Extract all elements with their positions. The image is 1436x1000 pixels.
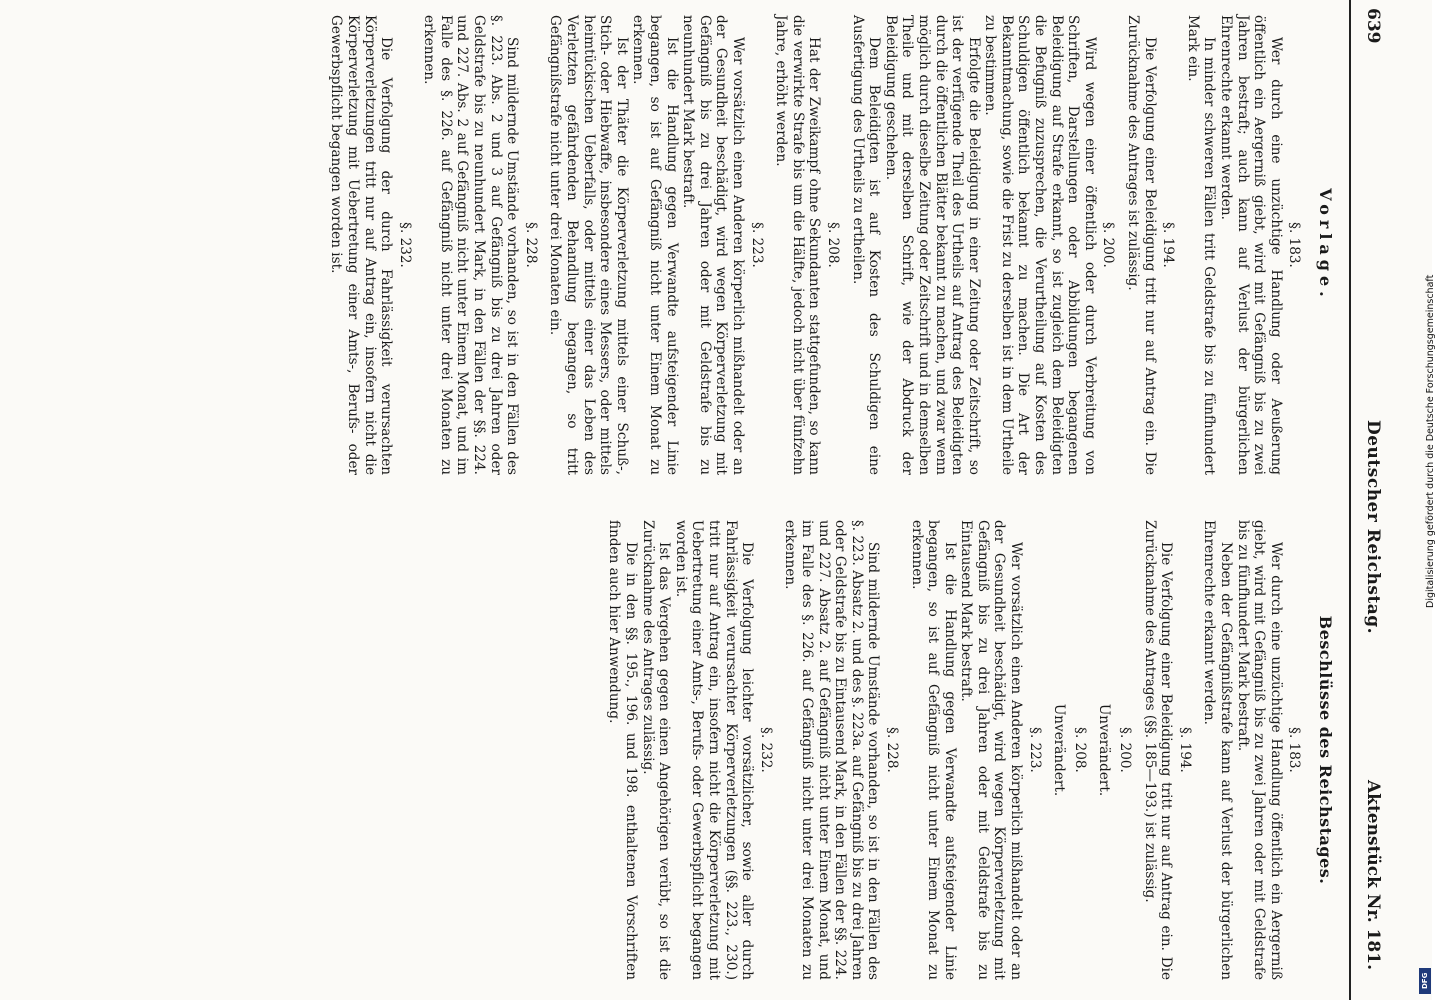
section-number: §. 183.	[1286, 727, 1303, 773]
paragraph: Wer vorsätzlich einen Anderen körperlich mißhandelt oder an der Gesundheit beschädigt, wird wegen Körperverletzung mit Gefängniß bis zu drei Jahren oder mit Geldstrafe bis zu Eintausend Mark bestraft.	[958, 520, 1025, 980]
section-number: §. 194.	[1176, 727, 1193, 773]
page-number: 639	[1363, 8, 1383, 44]
paragraph: Sind mildernde Umstände vorhanden, so ist in den Fällen des §. 223. Abs. 2 und 3 auf Gefängniß bis zu drei Jahren oder Geldstrafe bis zu neunhundert Mark, in den Fällen der §§. 224. und 227. Abs. 2 auf Gefängniß nicht unter Einem Monat, und im Falle des §. 226. auf Gefängniß nicht unter drei Monaten zu erkennen.	[421, 15, 521, 475]
unchanged-note: Unverändert.	[1096, 703, 1113, 797]
paragraph: Sind mildernde Umstände vorhanden, so ist in den Fällen des §. 223. Absatz 2. und des §. 223a. auf Gefängniß bis zu drei Jahren oder Geldstrafe bis zu Eintausend Mark, in den Fällen der §§. 224. und 227. Absatz 2. auf Gefängniß nicht unter Einem Monat, und im Falle des §. 226. auf Gefängniß nicht unter drei Monaten zu erkennen.	[782, 520, 882, 980]
column-heading-vorlage: Vorlage.	[1316, 188, 1335, 302]
section-number: §. 232.	[396, 222, 413, 268]
publication-title: Deutscher Reichstag.	[1363, 420, 1383, 635]
unchanged-note: Unverändert.	[1051, 703, 1068, 797]
paragraph: Dem Beleidigten ist auf Kosten des Schuldigen eine Ausfertigung des Urtheils zu ertheilen.	[849, 15, 883, 475]
paragraph: Die Verfolgung einer Beleidigung tritt nur auf Antrag ein. Die Zurücknahme des Antrages (§§. 185—193.) ist zulässig.	[1141, 520, 1175, 980]
paragraph: Ist das Vergehen gegen einen Angehörigen verübt, so ist die Zurücknahme des Antrages zulässig.	[639, 520, 673, 980]
section-number: §. 200.	[1117, 727, 1134, 773]
paragraph: Hat der Zweikampf ohne Sekundanten stattgefunden, so kann die verwirkte Strafe bis um die Hälfte, jedoch nicht über fünfzehn Jahre, erhöht werden.	[773, 15, 823, 475]
section-number: §. 200.	[1100, 222, 1117, 268]
rotated-document-page	[46, 0, 1391, 1000]
paragraph: Wer durch eine unzüchtige Handlung oder Aeußerung öffentlich ein Aergerniß giebt, wird mit Gefängniß bis zu zwei Jahren bestraft; auch kann auf Verlust der bürgerlichen Ehrenrechte erkannt werden.	[1218, 15, 1284, 475]
section-number: §. 228.	[883, 727, 900, 773]
section-number: §. 183.	[1286, 222, 1303, 268]
paragraph: Ist die Handlung gegen Verwandte aufsteigender Linie begangen, so ist auf Gefängniß nicht unter Einem Monat zu erkennen.	[908, 520, 958, 980]
section-number: §. 232.	[757, 727, 774, 773]
digitization-credit: Digitalisierung gefördert durch die Deutsche Forschungsgemeinschaft	[1425, 274, 1436, 608]
column-heading-beschluesse: Beschlüsse des Reichstages.	[1316, 615, 1335, 885]
paragraph: Ist die Handlung gegen Verwandte aufsteigender Linie begangen, so ist auf Gefängniß nicht unter Einem Monat zu erkennen.	[630, 15, 680, 475]
document-number: Aktenstück Nr. 181.	[1363, 779, 1383, 970]
header-rule	[1349, 0, 1351, 1000]
paragraph: Neben der Gefängnißstrafe kann auf Verlust der bürgerlichen Ehrenrechte erkannt werden.	[1201, 520, 1235, 980]
paragraph: Die Verfolgung der durch Fahrlässigkeit verursachten Körperverletzungen tritt nur auf Antrag ein, insofern nicht die Körperverletzung mit Uebertretung einer Amts-, Berufs- oder Gewerbspflicht begangen worden ist.	[328, 15, 395, 475]
section-number: §. 194.	[1160, 222, 1177, 268]
section-number: §. 208.	[824, 222, 841, 268]
column-beschluesse	[606, 520, 1339, 980]
column-vorlage	[328, 15, 1339, 475]
paragraph: Die Verfolgung einer Beleidigung tritt nur auf Antrag ein. Die Zurücknahme des Antrages ist zulässig.	[1125, 15, 1158, 475]
section-number: §. 228.	[522, 222, 539, 268]
section-number: §. 208.	[1071, 727, 1088, 773]
paragraph: Ist der Thäter die Körperverletzung mittels einer Schuß-, Stich- oder Hiebwaffe, insbesondere eines Messers, oder mittels heimtückischen Ueberfalls, oder mittels einer das Leben des Verletzten gefährdenden Behandlung begangen, so tritt Gefängnißstrafe nicht unter drei Monaten ein.	[547, 15, 630, 475]
section-number: §. 223.	[1026, 727, 1043, 773]
page-header	[1351, 0, 1391, 1000]
section-number: §. 223.	[748, 222, 765, 268]
paragraph: Wer durch eine unzüchtige Handlung öffentlich ein Aergerniß giebt, wird mit Gefängniß bis zu zwei Jahren oder mit Geldstrafe bis zu fünfhundert Mark bestraft.	[1234, 520, 1284, 980]
paragraph: Wer vorsätzlich einen Anderen körperlich mißhandelt oder an der Gesundheit beschädigt, wird wegen Körperverletzung mit Gefängniß bis zu drei Jahren oder mit Geldstrafe bis zu neunhundert Mark bestraft.	[680, 15, 746, 475]
paragraph: Wird wegen einer öffentlich oder durch Verbreitung von Schriften, Darstellungen oder Abbildungen begangenen Beleidigung auf Strafe erkannt, so ist zugleich dem Beleidigten die Befugniß zuzusprechen, die Verurtheilung auf Kosten des Schuldigen öffentlich bekannt zu machen. Die Art der Bekanntmachung, sowie die Frist zu derselben ist in dem Urtheile zu bestimmen.	[982, 15, 1098, 475]
paragraph: Die in den §§. 195., 196. und 198. enthaltenen Vorschriften finden auch hier Anwendung.	[606, 520, 640, 980]
dfg-logo: DFG	[1419, 968, 1431, 994]
paragraph: Erfolgte die Beleidigung in einer Zeitung oder Zeitschrift, so ist der verfügende Theil des Urtheils auf Antrag des Beleidigten durch die öffentlichen Blätter bekannt zu machen, und zwar wenn möglich durch dieselbe Zeitung oder Zeitschrift und in demselben Theile und mit derselben Schrift, wie der Abdruck der Beleidigung geschehen.	[882, 15, 982, 475]
paragraph: Die Verfolgung leichter vorsätzlicher, sowie aller durch Fahrlässigkeit verursachter Körperverletzungen (§§. 223., 230.) tritt nur auf Antrag ein, insofern nicht die Körperverletzung mit Uebertretung einer Amts-, Berufs- oder Gewerbspflicht begangen worden ist.	[672, 520, 756, 980]
paragraph: In minder schweren Fällen tritt Geldstrafe bis zu fünfhundert Mark ein.	[1184, 15, 1218, 475]
